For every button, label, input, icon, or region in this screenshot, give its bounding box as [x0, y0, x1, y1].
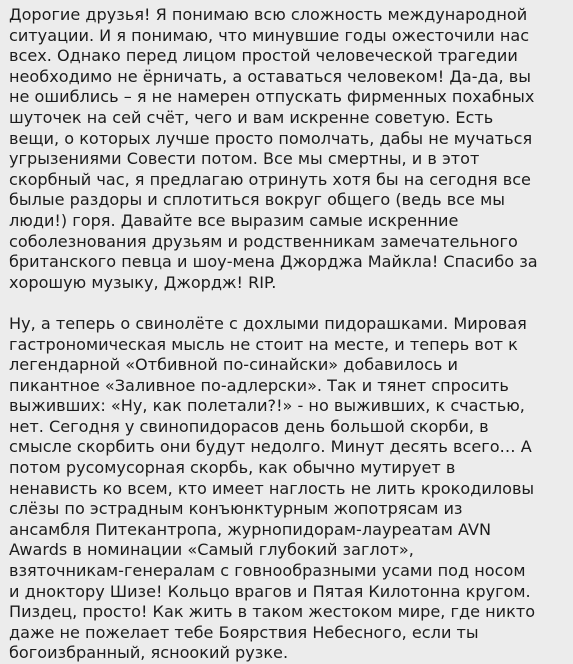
text-line: пикантное «Заливное по-адлерски». Так и тянет спросить [9, 375, 509, 395]
text-line: нет. Сегодня у свинопидорасов день большой скорби, в [9, 416, 489, 436]
text-line: хорошую музыку, Джордж! RIP. [9, 272, 277, 292]
text-line: выживших: «Ну, как полетали?!» - но выживших, к счастью, [9, 396, 525, 416]
text-line: былые раздоры и сплотиться вокруг общего (ведь все мы [9, 190, 505, 210]
paragraph-second [9, 314, 565, 664]
paragraph-condolences [9, 5, 565, 293]
text-line: Ну, а теперь о свинолёте с дохлыми пидорашками. Мировая [9, 313, 527, 333]
text-line: смысле скорбить они будут недолго. Минут десять всего… А [9, 437, 532, 457]
text-line: всех. Однако перед лицом простой человеческой трагедии [9, 46, 518, 66]
text-line: шуточек на сей счёт, чего и вам искренне советую. Есть [9, 107, 494, 127]
text-line: даже не пожелает тебе Боярствия Небесного, если ты [9, 622, 479, 642]
text-line: легендарной «Отбивной по-синайски» добавилось и [9, 355, 458, 375]
text-line: люди!) горя. Давайте все выразим самые искренние [9, 210, 459, 230]
text-line: соболезнования друзьям и родственникам замечательного [9, 231, 518, 251]
text-line: гастрономическая мысль не стоит на месте, и теперь вот к [9, 334, 518, 354]
text-line: Пиздец, просто! Как жить в таком жестоком мире, где никто [9, 602, 536, 622]
text-line: угрызениями Совести потом. Все мы смертны, и в этот [9, 149, 480, 169]
text-line: и дноктору Шизе! Кольцо врагов и Пятая Килотонна кругом. [9, 581, 531, 601]
text-line: британского певца и шоу-мена Джорджа Майкла! Спасибо за [9, 252, 538, 272]
text-line: слёзы по эстрадным конъюнктурным жопотрясам из [9, 499, 463, 519]
text-line: Awards в номинации «Самый глубокий заглот», [9, 540, 414, 560]
text-line: не ошиблись – я не намерен отпускать фирменных похабных [9, 87, 535, 107]
text-line: ситуации. И я понимаю, что минувшие годы ожесточили нас [9, 25, 530, 45]
text-line: потом русомусорная скорбь, как обычно мутирует в [9, 458, 456, 478]
text-line: ансамбля Питекантропа, журнопидорам-лауреатам AVN [9, 519, 492, 539]
text-line: Дорогие друзья! Я понимаю всю сложность международной [9, 5, 528, 24]
text-line: скорбный час, я предлагаю отринуть хотя бы на сегодня все [9, 169, 531, 189]
text-line: ненависть ко всем, кто имеет наглость не лить крокодиловы [9, 478, 535, 498]
text-line: богоизбранный, ясноокий рузке. [9, 643, 289, 663]
text-line: взяточникам-генералам с говнообразными усами под носом [9, 561, 526, 581]
text-line: вещи, о которых лучше просто помолчать, дабы не мучаться [9, 128, 533, 148]
text-line: необходимо не ёрничать, а оставаться человеком! Да-да, вы [9, 66, 531, 86]
